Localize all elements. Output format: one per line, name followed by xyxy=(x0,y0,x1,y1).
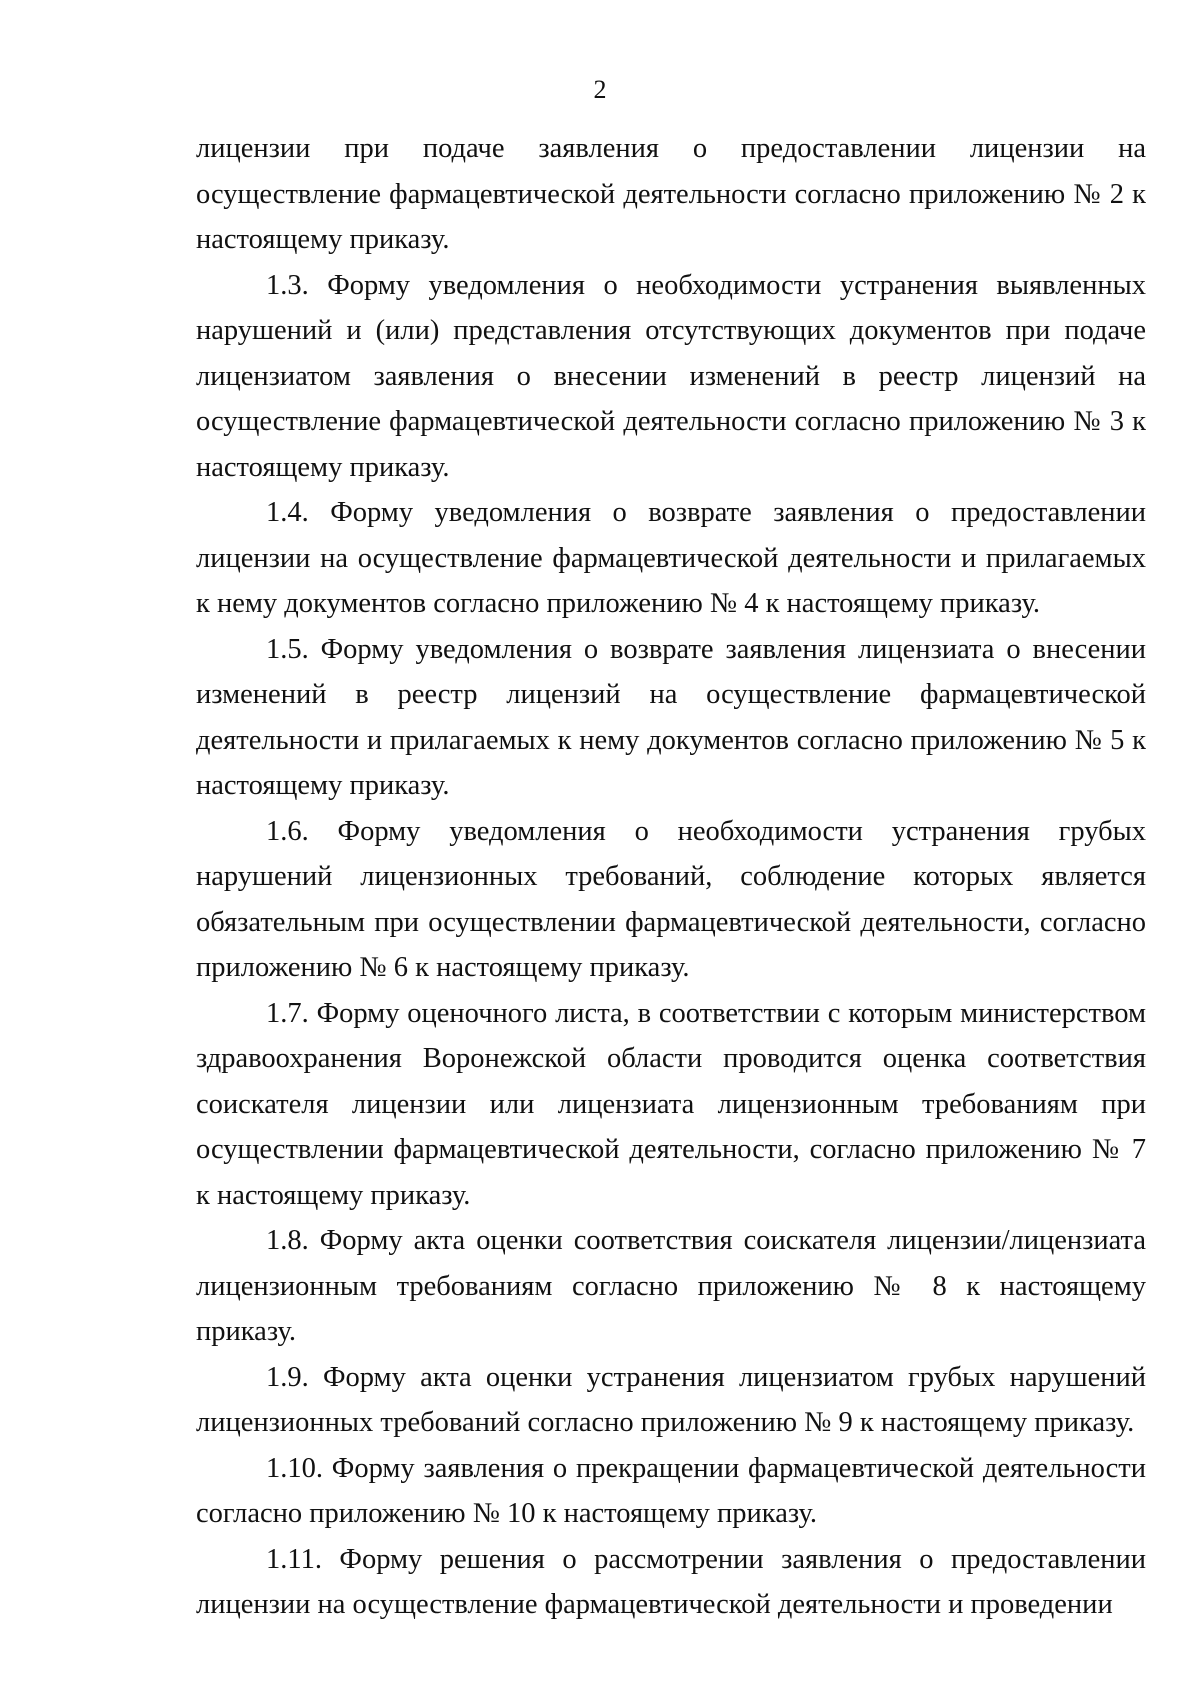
page-number: 2 xyxy=(593,75,607,104)
paragraph-item-1-8: 1.8. Форму акта оценки соответствия соискателя лицензии/лицензиата лицензионным требованиям согласно приложению № 8 к настоящему приказу. xyxy=(196,1225,1146,1347)
paragraph-item-1-4: 1.4. Форму уведомления о возврате заявления о предоставлении лицензии на осуществление фармацевтической деятельности и прилагаемых к нему документов согласно приложению № 4 к настоящему приказу. xyxy=(196,497,1146,619)
document-body xyxy=(196,126,1146,1628)
paragraph-item-1-6: 1.6. Форму уведомления о необходимости устранения грубых нарушений лицензионных требований, соблюдение которых является обязательным при осуществлении фармацевтической деятельности, согласно приложению № 6 к настоящему приказу. xyxy=(196,815,1146,983)
paragraph-item-1-7: 1.7. Форму оценочного листа, в соответствии с которым министерством здравоохранения Воронежской области проводится оценка соответствия соискателя лицензии или лицензиата лицензионным требованиям при осуществлении фармацевтической деятельности, согласно приложению № 7 к настоящему приказу. xyxy=(196,997,1146,1211)
paragraph-item-1-10: 1.10. Форму заявления о прекращении фармацевтической деятельности согласно приложению № 10 к настоящему приказу. xyxy=(196,1452,1146,1529)
paragraph-item-1-11: 1.11. Форму решения о рассмотрении заявления о предоставлении лицензии на осуществление фармацевтической деятельности и проведении xyxy=(196,1543,1146,1620)
paragraph-continuation: лицензии при подаче заявления о предоставлении лицензии на осуществление фармацевтической деятельности согласно приложению № 2 к настоящему приказу. xyxy=(196,133,1146,255)
paragraph-item-1-3: 1.3. Форму уведомления о необходимости устранения выявленных нарушений и (или) представления отсутствующих документов при подаче лицензиатом заявления о внесении изменений в реестр лицензий на осуществление фармацевтической деятельности согласно приложению № 3 к настоящему приказу. xyxy=(196,269,1146,483)
paragraph-item-1-5: 1.5. Форму уведомления о возврате заявления лицензиата о внесении изменений в реестр лицензий на осуществление фармацевтической деятельности и прилагаемых к нему документов согласно приложению № 5 к настоящему приказу. xyxy=(196,633,1146,801)
paragraph-item-1-9: 1.9. Форму акта оценки устранения лицензиатом грубых нарушений лицензионных требований согласно приложению № 9 к настоящему приказу. xyxy=(196,1361,1146,1438)
